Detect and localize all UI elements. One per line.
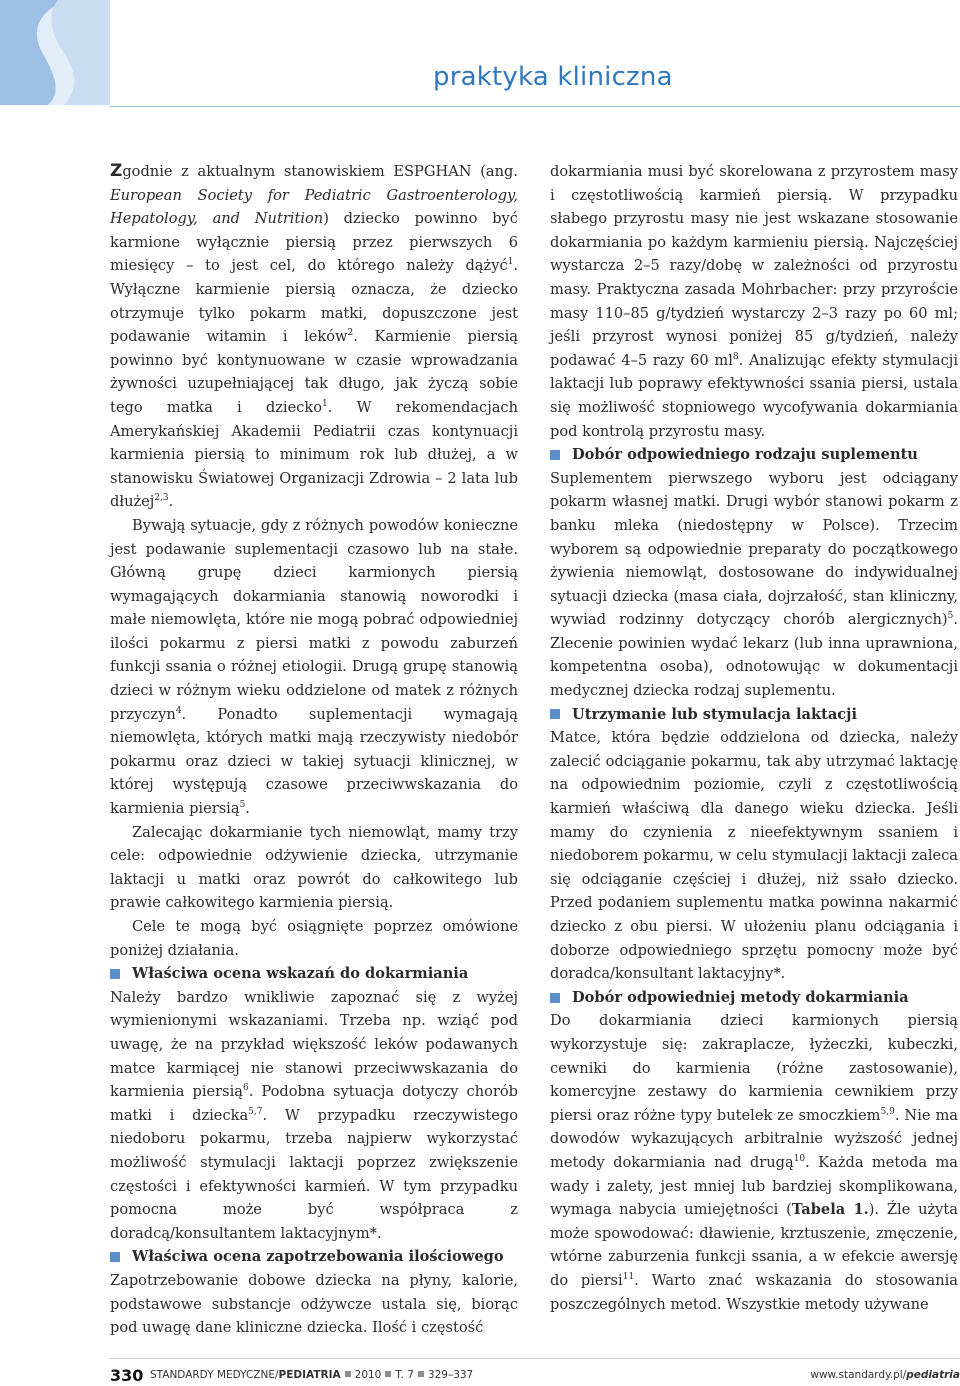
paragraph: [550, 160, 958, 443]
text: . Analizując efekty stymulacji laktacji lub poprawy efektywności ssania piersi, ustala się możliwość stopniowego wycofywania dokarmiania pod kontrolą przyrostu masy.: [550, 351, 958, 440]
footnote-ref: 6: [242, 1083, 249, 1094]
footnote-ref: 10: [793, 1154, 806, 1165]
footer-divider: [110, 1358, 960, 1359]
text: . Ponadto suplementacji wymagają niemowlęta, których matki mają rzeczywisty niedobór pokarmu oraz dzieci w takiej sytuacji klinicznej, w której występują czasowe przeciwwskazania do karmienia piersią: [110, 705, 518, 818]
footnote-ref: 5,7: [248, 1106, 263, 1117]
heading-text: Właściwa ocena zapotrzebowania ilościowego: [132, 1248, 504, 1266]
square-bullet-icon: [110, 1252, 120, 1262]
square-bullet-icon: [550, 709, 560, 719]
section-heading: [550, 703, 958, 727]
text: . Zlecenie powinien wydać lekarz (lub inna uprawniona, kompetentna osoba), odnotowując w dokumentacji medycznej dziecka rodzaj suplementu.: [550, 611, 958, 700]
heading-text: Dobór odpowiedniej metody dokarmiania: [572, 988, 909, 1006]
paragraph: [110, 160, 518, 514]
text: ). Źle użyta może spowodować: dławienie, krztuszenie, zmęczenie, wtórne zaburzenia funkcji ssania, a w efekcie awersję do piersi: [550, 1201, 958, 1289]
text: . W rekomendacjach Amerykańskiej Akademii Pediatrii czas kontynuacji karmienia piersią to minimum rok lub dłużej, a w stanowisku Światowej Organizacji Zdrowia – 2 lata lub dłużej: [110, 398, 518, 511]
paragraph: Cele te mogą być osiągnięte poprzez omówione poniżej działania.: [110, 918, 518, 959]
page-number: 330: [110, 1366, 144, 1385]
website-section: pediatria: [906, 1369, 960, 1381]
section-title: praktyka kliniczna: [433, 62, 673, 92]
table-reference: Tabela 1.: [791, 1201, 869, 1219]
journal-name: STANDARDY MEDYCZNE/: [150, 1369, 279, 1381]
footnote-ref: 2,3: [154, 493, 169, 504]
square-separator-icon: [385, 1371, 391, 1377]
journal-section: PEDIATRIA: [278, 1369, 341, 1381]
square-bullet-icon: [550, 993, 560, 1003]
drop-cap: Z: [110, 161, 123, 181]
text: Należy bardzo wnikliwie zapoznać się z wyżej wymienionymi wskazaniami. Trzeba np. wziąć pod uwagę, że na przykład większość leków podawanych matce karmiącej nie stanowi przeciwwskazania do karmienia piersią: [110, 988, 518, 1101]
journal-year: 2010: [354, 1369, 382, 1381]
text: .: [245, 800, 250, 818]
right-column: [550, 160, 958, 1316]
section-heading: [550, 443, 958, 467]
section-heading: [110, 962, 518, 986]
journal-volume: T. 7: [395, 1369, 414, 1381]
text: . W przypadku rzeczywistego niedoboru pokarmu, trzeba najpierw wykorzystać możliwość stymulacji laktacji poprzez zwiększenie częstości i efektywności karmień. W tym przypadku pomocna może być współpraca z doradcą/konsultantem laktacyjnym*.: [110, 1106, 518, 1242]
text: ) dziecko powinno być karmione wyłącznie piersią przez pierwszych 6 miesięcy – to jest cel, do którego należy dążyć: [110, 210, 518, 275]
italic-text: European Society for Pediatric Gastroenterology, Hepatology, and Nutrition: [110, 186, 518, 228]
paragraph: Zalecając dokarmianie tych niemowląt, mamy trzy cele: odpowiednie odżywienie dziecka, utrzymanie laktacji u matki oraz powrót do całkowitego lub prawie całkowitego karmienia piersią.: [110, 823, 518, 912]
text: . Warto znać wskazania do stosowania poszczególnych metod. Wszystkie metody używane: [550, 1271, 959, 1313]
footnote-ref: 11: [622, 1272, 635, 1283]
text: Do dokarmiania dzieci karmionych piersią wykorzystuje się: zakraplacze, łyżeczki, kubeczki, cewniki do karmienia (różne zastosowanie), komercyjne zestawy do karmienia cewnikiem przy piersi oraz różne typy butelek ze smoczkiem: [550, 1012, 958, 1124]
text: .: [168, 493, 174, 511]
footnote-ref: 4: [175, 705, 182, 716]
heading-text: Utrzymanie lub stymulacja laktacji: [572, 705, 857, 723]
footnote-ref: 1: [322, 399, 328, 410]
paragraph: [110, 986, 518, 1246]
header-divider: [110, 106, 960, 107]
footnote-ref: 2: [347, 328, 354, 339]
text: . Podobna sytuacja dotyczy chorób matki i dziecka: [110, 1083, 518, 1124]
footnote-ref: 8: [732, 351, 739, 362]
footnote-ref: 5,9: [880, 1106, 895, 1117]
square-bullet-icon: [110, 969, 120, 979]
square-bullet-icon: [550, 450, 560, 460]
text: godnie z aktualnym stanowiskiem ESPGHAN (ang.: [122, 163, 518, 180]
section-heading: [110, 1245, 518, 1269]
text: . Nie ma dowodów wykazujących arbitralnie wyższość jednej metody dokarmiania nad drugą: [550, 1106, 959, 1171]
heading-text: Właściwa ocena wskazań do dokarmiania: [132, 965, 469, 983]
text: . Karmienie piersią powinno być kontynuowane w czasie wprowadzania żywności uzupełniającej tak długo, jak życzą sobie tego matka i dziecko: [110, 328, 518, 416]
footnote-ref: 1: [507, 257, 514, 268]
square-separator-icon: [345, 1371, 351, 1377]
footnote-ref: 5: [239, 800, 246, 811]
journal-pages: 329–337: [427, 1369, 474, 1381]
text: . Wyłączne karmienie piersią oznacza, że dziecko otrzymuje tylko pokarm matki, dopuszczone jest podawanie witamin i leków: [110, 257, 518, 346]
left-column: [110, 160, 518, 1340]
text: Bywają sytuacje, gdy z różnych powodów konieczne jest podawanie suplementacji czasowo lub na stałe. Główną grupę dzieci karmionych piersią wymagających dokarmiania stanowią noworodki i małe niemowlęta, które nie mogą pobrać odpowiedniej ilości pokarmu z piersi matki z powodu zaburzeń funkcji ssania o różnej etiologii. Drugą grupę stanowią dzieci w różnym wieku oddzielone od matek z różnych przyczyn: [110, 516, 518, 723]
paragraph: [550, 467, 958, 703]
website-link[interactable]: [810, 1369, 960, 1381]
text: dokarmiania musi być skorelowana z przyrostem masy i częstotliwością karmień piersią. W przypadku słabego przyrostu masy nie jest wskazane stosowanie dokarmiania po każdym karmieniu piersią. Najczęściej wystarcza 2–5 razy/dobę w zależności od przyrostu masy. Praktyczna zasada Mohrbacher: przy przyroście masy 110–85 g/tydzień wystarczy 2–3 razy po 60 ml; jeśli przyrost wynosi poniżej 85 g/tydzień, należy podawać 4–5 razy 60 ml: [550, 163, 958, 369]
paragraph: Zapotrzebowanie dobowe dziecka na płyny, kalorie, podstawowe substancje odżywcze ustala się, biorąc pod uwagę dane kliniczne dziecka. Ilość i częstość: [110, 1271, 518, 1337]
footnote-ref: 5: [947, 611, 954, 622]
paragraph: [110, 514, 518, 821]
square-separator-icon: [418, 1371, 424, 1377]
section-heading: [550, 986, 958, 1010]
journal-citation: [150, 1369, 473, 1381]
paragraph: Matce, która będzie oddzielona od dziecka, należy zalecić odciąganie pokarmu, tak aby utrzymać laktację na odpowiednim poziomie, czyli z częstotliwością karmień właściwą dla danego wieku dziecka. Jeśli mamy do czynienia z nieefektywnym ssaniem i niedoborem pokarmu, w celu stymulacji laktacji zaleca się odciąganie częściej i dłużej, niż ssało dziecko. Przed podaniem suplementu matka powinna nakarmić dziecko z obu piersi. W ułożeniu planu odciągania i doborze odpowiedniego sprzętu pomocny może być doradca/konsultant laktacyjny*.: [550, 729, 958, 983]
website-domain: www.standardy.pl/: [810, 1369, 907, 1381]
decorative-logo-shape: [0, 0, 110, 105]
paragraph: [550, 1009, 958, 1316]
text: Suplementem pierwszego wyboru jest odciągany pokarm własnej matki. Drugi wybór stanowi pokarm z banku mleka (niedostępny w Polsce). Trzecim wyborem są odpowiednie preparaty do początkowego żywienia niemowląt, dostosowane do indywidualnej sytuacji dziecka (masa ciała, dojrzałość, stan kliniczny, wywiad rodzinny dotyczący chorób alergicznych): [550, 469, 958, 629]
text: . Każda metoda ma wady i zalety, jest mniej lub bardziej skomplikowana, wymaga nabycia umiejętności (: [550, 1153, 958, 1219]
heading-text: Dobór odpowiedniego rodzaju suplementu: [572, 446, 918, 464]
